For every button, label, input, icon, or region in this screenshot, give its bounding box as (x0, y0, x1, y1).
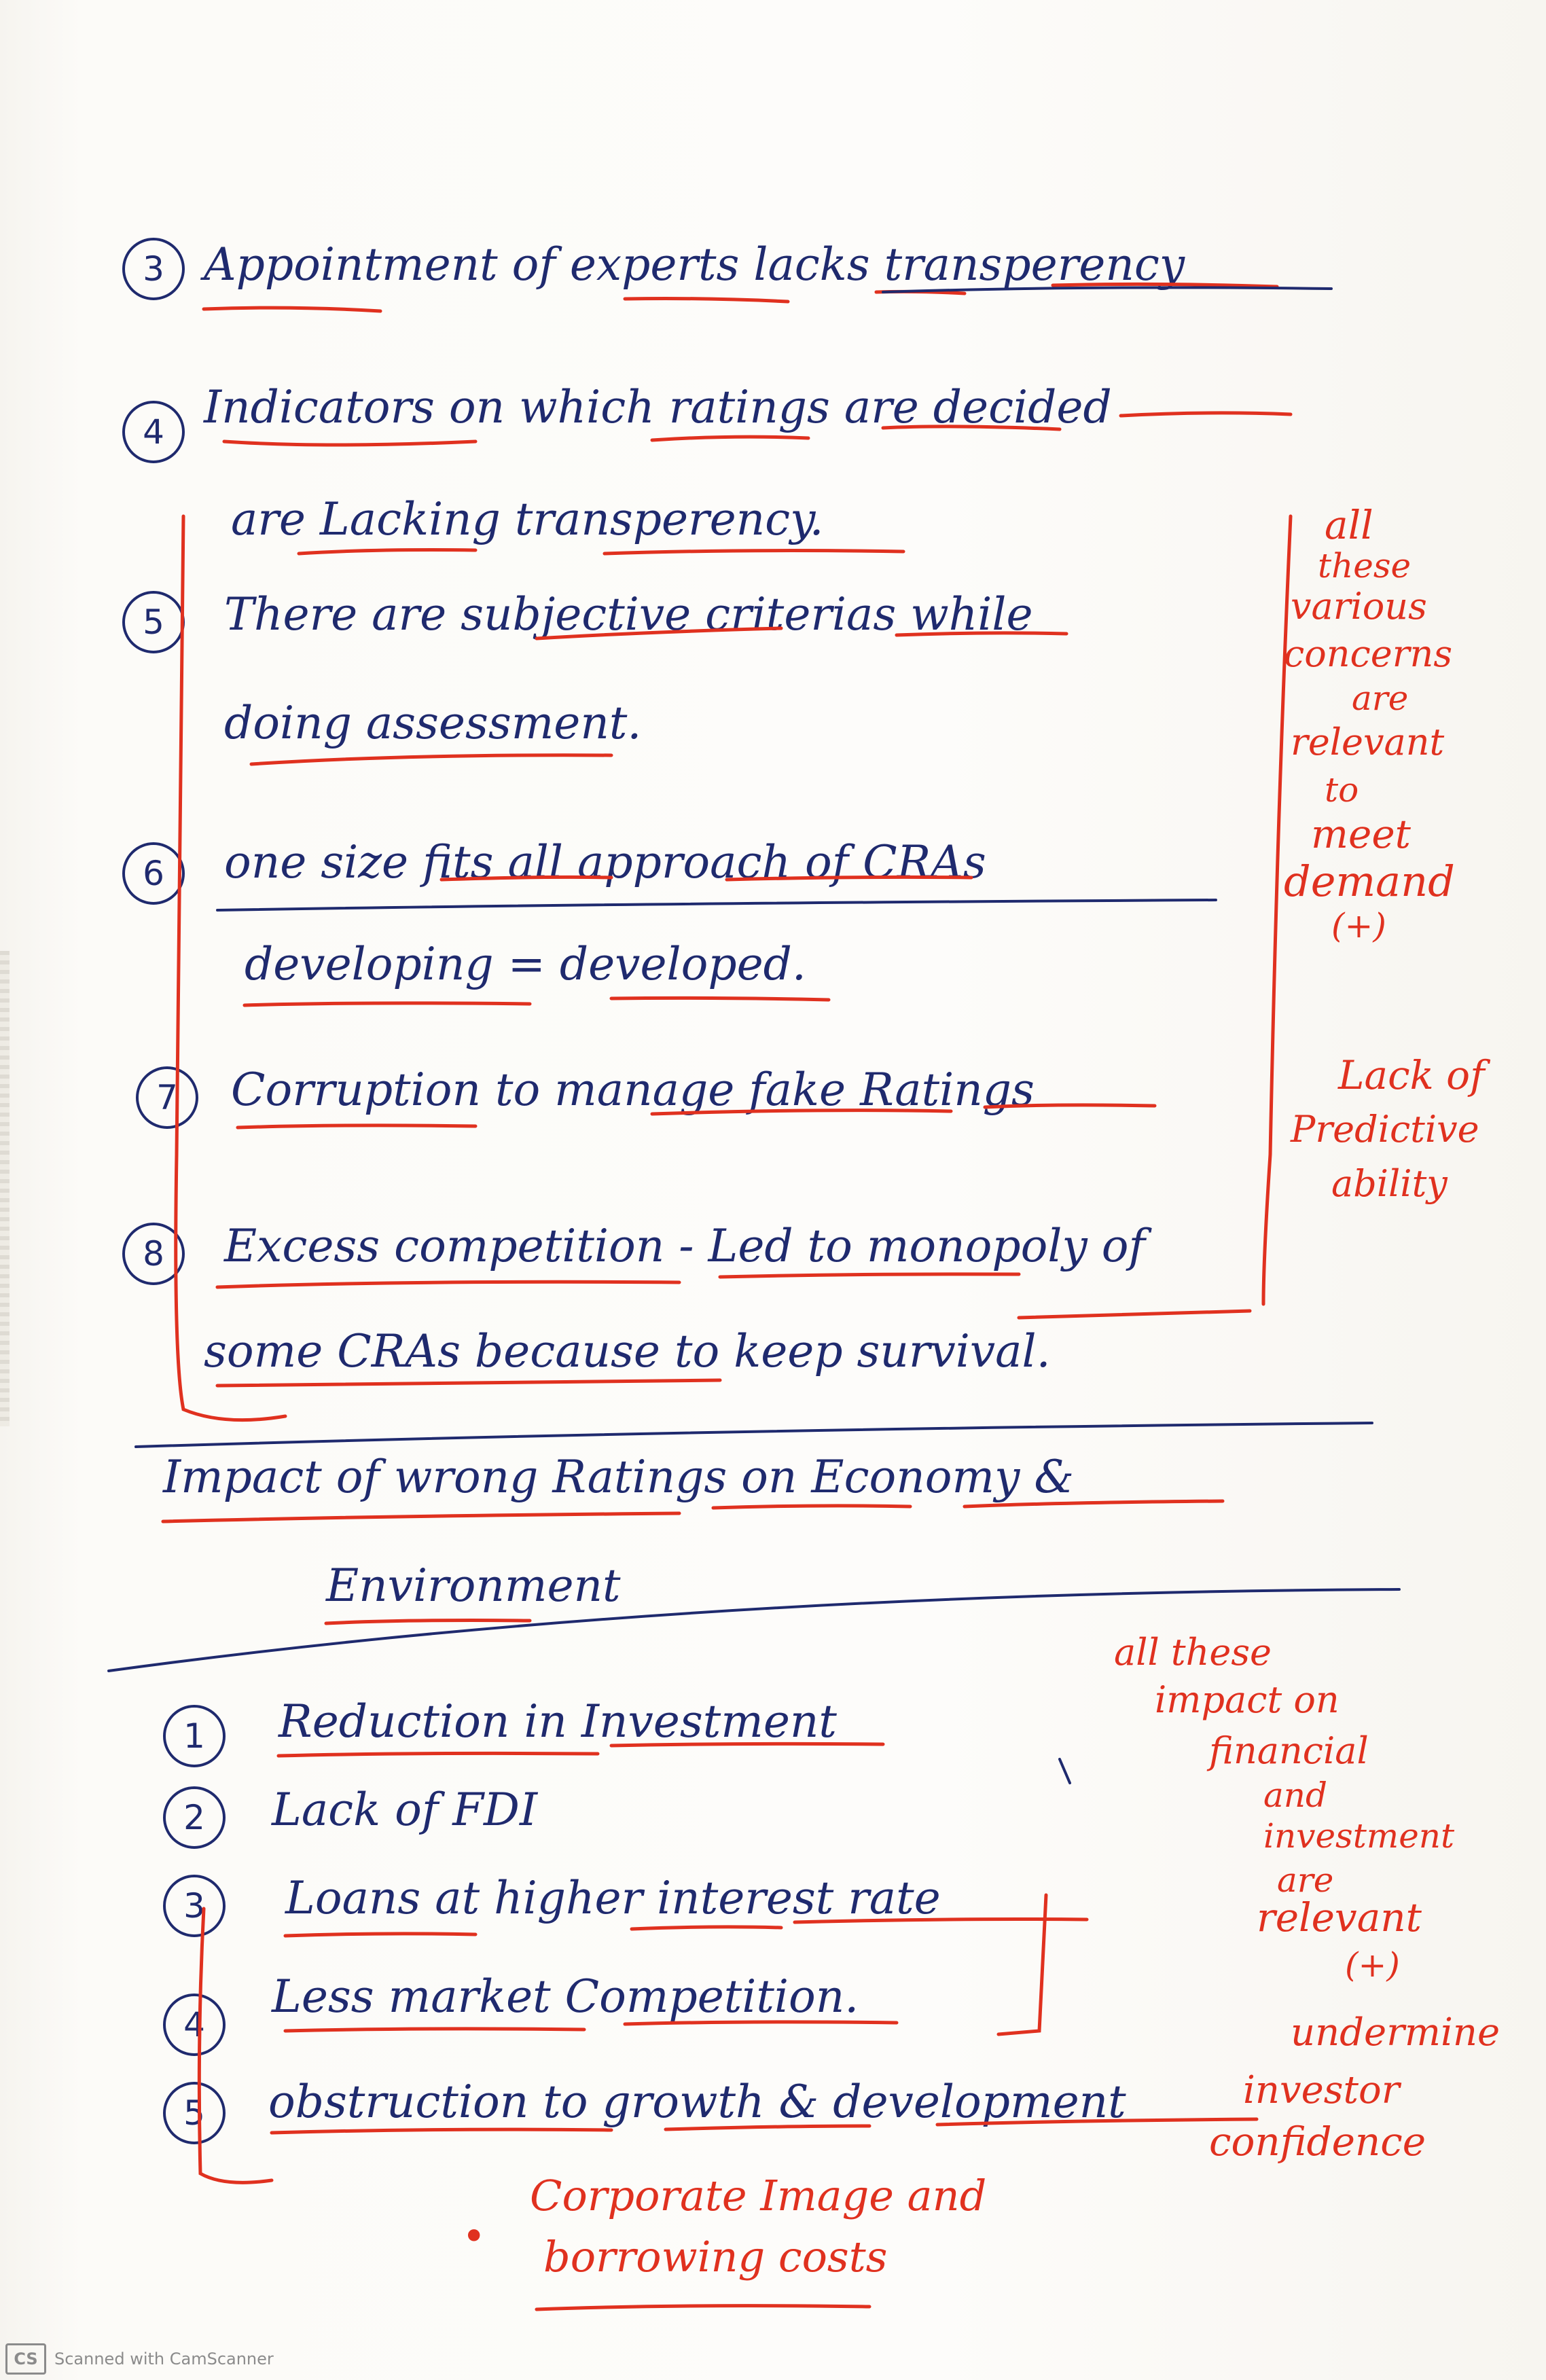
red-underline (537, 628, 781, 638)
red-underline (713, 1506, 910, 1508)
red-underline (299, 550, 475, 554)
section-heading-continued: Environment (326, 1559, 621, 1612)
red-underline (278, 1753, 598, 1756)
margin-note-line: and (1263, 1775, 1328, 1815)
impact-text: Reduction in Investment (278, 1695, 837, 1748)
red-underline (883, 427, 1060, 429)
red-underline (224, 441, 475, 445)
margin-note-line: relevant (1257, 1894, 1422, 1941)
note-text-continued: doing assessment. (224, 697, 642, 749)
margin-note-line: all (1325, 502, 1373, 548)
impact-text: Loans at higher interest rate (285, 1872, 941, 1924)
red-underline (442, 877, 611, 880)
margin-note-line: investor (1243, 2068, 1400, 2112)
blue-rule (217, 900, 1216, 910)
margin-note-line: various (1291, 585, 1427, 628)
blue-rule (109, 1589, 1399, 1671)
note-text-continued: developing = developed. (245, 938, 806, 990)
note-number: 6 (122, 842, 185, 905)
impact-number: 1 (163, 1705, 226, 1767)
red-underline (795, 1919, 1087, 1923)
red-underline (985, 1105, 1155, 1107)
margin-note-line: are (1352, 679, 1409, 718)
margin-note-line: impact on (1155, 1678, 1340, 1721)
red-bracket-lower (199, 1909, 272, 2182)
red-underline (163, 1513, 679, 1521)
note-text: Excess competition - Led to monopoly of (224, 1220, 1145, 1272)
red-underline (605, 551, 903, 554)
camscanner-icon: CS (5, 2343, 46, 2375)
margin-note-line: undermine (1291, 2011, 1500, 2055)
margin-note-line: meet (1311, 811, 1411, 857)
red-underline (285, 1934, 475, 1936)
red-underline (652, 1111, 951, 1114)
red-underline (611, 1744, 883, 1746)
margin-note-line: these (1318, 546, 1412, 585)
margin-note-line: ability (1331, 1162, 1448, 1205)
red-underline (632, 1927, 781, 1929)
red-underline (251, 755, 611, 764)
margin-note-line: Lack of (1338, 1052, 1485, 1098)
margin-note-line: (+) (1331, 906, 1386, 945)
margin-note-line: concerns (1284, 632, 1453, 675)
red-underline (937, 2119, 1257, 2125)
note-number: 5 (122, 591, 185, 653)
note-text: Corruption to manage fake Ratings (231, 1064, 1035, 1116)
blue-rule (136, 1423, 1372, 1447)
note-text: Appointment of experts lacks transperency (204, 238, 1185, 291)
red-underline (625, 2022, 897, 2024)
red-bracket-right (1263, 516, 1291, 1304)
note-text-continued: are Lacking transperency. (231, 493, 824, 545)
red-underline (285, 2029, 584, 2031)
impact-number: 4 (163, 1994, 226, 2056)
note-text: There are subjective criterias while (224, 588, 1033, 641)
red-underline (965, 1501, 1223, 1507)
impact-text: Less market Competition. (272, 1970, 859, 2023)
note-number: 7 (136, 1066, 198, 1129)
impact-number: 3 (163, 1875, 226, 1937)
margin-note-line: (+) (1345, 1945, 1400, 1985)
red-underline (204, 308, 380, 311)
footer-text: Scanned with CamScanner (54, 2349, 274, 2368)
impact-text: Lack of FDI (272, 1784, 538, 1836)
red-underline (217, 1380, 720, 1386)
margin-note-line: investment (1263, 1816, 1455, 1856)
impact-number: 2 (163, 1786, 226, 1849)
note-text-continued: some CRAs because to keep survival. (204, 1325, 1051, 1377)
blue-tick (1060, 1759, 1070, 1783)
red-underline (326, 1621, 530, 1624)
section-heading: Impact of wrong Ratings on Economy & (163, 1451, 1075, 1503)
red-underline (720, 1274, 1019, 1277)
margin-note-line: to (1325, 770, 1359, 810)
blue-underline (883, 287, 1331, 292)
margin-note-line: demand (1284, 857, 1455, 906)
red-underline (666, 2126, 869, 2129)
impact-number: 5 (163, 2082, 226, 2144)
bullet-dot: • (462, 2213, 486, 2260)
red-underline (238, 1125, 475, 1128)
red-underline (611, 998, 829, 1000)
impact-text: obstruction to growth & development (268, 2076, 1126, 2128)
red-underline (652, 437, 808, 440)
note-number: 4 (122, 401, 185, 463)
red-underline (1121, 413, 1291, 416)
red-underline (727, 877, 971, 880)
scanner-footer (0, 2341, 274, 2377)
margin-note-line: relevant (1291, 721, 1445, 763)
red-underline (217, 1282, 679, 1287)
red-underline (625, 299, 788, 302)
bullet-note-continued: borrowing costs (543, 2232, 888, 2282)
margin-note-line: confidence (1209, 2118, 1426, 2165)
red-underline (1019, 1311, 1250, 1318)
bullet-note: Corporate Image and (530, 2171, 987, 2220)
red-underline (272, 2129, 611, 2133)
margin-note-line: financial (1209, 1729, 1369, 1772)
margin-note-line: Predictive (1291, 1108, 1479, 1151)
margin-note-line: are (1277, 1860, 1334, 1900)
red-bracket-small (999, 1895, 1046, 2034)
red-underline (537, 2306, 869, 2309)
red-underline (245, 1003, 530, 1005)
note-number: 3 (122, 238, 185, 300)
note-text: Indicators on which ratings are decided (204, 381, 1112, 433)
note-text: one size fits all approach of CRAs (224, 836, 986, 888)
note-number: 8 (122, 1223, 185, 1285)
margin-note-line: all these (1114, 1631, 1272, 1674)
red-underline (897, 633, 1066, 635)
